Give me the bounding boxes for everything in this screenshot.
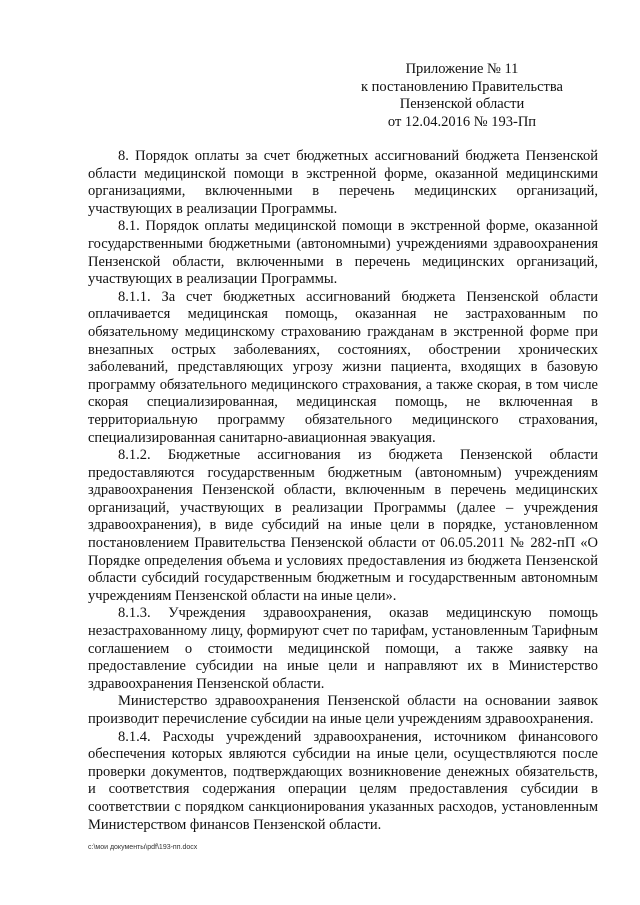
appendix-resolution-ref: к постановлению Правительства — [361, 78, 563, 95]
document-body — [88, 148, 598, 834]
appendix-date-number: от 12.04.2016 № 193-Пп — [387, 113, 537, 130]
paragraph-8-1-2: 8.1.2. Бюджетные ассигнования из бюджета Пензенской области предоставляются государственным бюджетным (автономным) учреждениям здравоохранения Пензенской области, включенным в перечень медицинских организаций, участвующих в реализации Программы (далее – учреждения здравоохранения), в виде субсидий на иные цели в порядке, установленном постановлением Правительства Пензенской области от 06.05.2011 № 282-пП «О Порядке определения объема и условиях предоставления из бюджета Пензенской области субсидий государственным бюджетным и государственным автономным учреждениям Пензенской области на иные цели». — [88, 447, 598, 604]
paragraph-8-1-3: 8.1.3. Учреждения здравоохранения, оказав медицинскую помощь незастрахованному лицу, формируют счет по тарифам, установленным Тарифным соглашением о стоимости медицинской помощи, а также заявку на предоставление субсидии на иные цели и направляют их в Министерство здравоохранения Пензенской области. — [88, 605, 598, 692]
paragraph-8-1: 8.1. Порядок оплаты медицинской помощи в экстренной форме, оказанной государственными бюджетными (автономными) учреждениями здравоохранения Пензенской области, включенными в перечень медицинских организаций, участвующих в реализации Программы. — [88, 218, 598, 288]
paragraph-8-1-1: 8.1.1. За счет бюджетных ассигнований бюджета Пензенской области оплачивается медицинская помощь, оказанная не застрахованным по обязательному медицинскому страхованию гражданам в экстренной форме при внезапных острых заболеваниях, состояниях, обострении хронических заболеваний, представляющих угрозу жизни пациента, входящих в базовую программу обязательного медицинского страхования, а также скорая, в том числе скорая специализированная, медицинская помощь, не включенная в территориальную программу обязательного медицинского страхования, специализированная санитарно-авиационная эвакуация. — [88, 288, 598, 446]
appendix-number: Приложение № 11 — [405, 61, 519, 77]
paragraph-8: 8. Порядок оплаты за счет бюджетных ассигнований бюджета Пензенской области медицинской помощи в экстренной форме, оказанной медицинскими организациями, включенными в перечень медицинских организаций, участвующих в реализации Программы. — [88, 148, 598, 217]
appendix-header — [332, 61, 592, 131]
appendix-region: Пензенской области — [399, 96, 525, 112]
paragraph-ministry-transfer: Министерство здравоохранения Пензенской области на основании заявок производит перечисление субсидии на иные цели учреждениям здравоохранения. — [88, 693, 598, 727]
paragraph-8-1-4: 8.1.4. Расходы учреждений здравоохранения, источником финансового обеспечения которых являются субсидии на иные цели, осуществляются после проверки документов, подтверждающих возникновение денежных обязательств, и соответствия содержания операции целям предоставления субсидии в соответствии с порядком санкционирования указанных расходов, установленным Министерством финансов Пензенской области. — [88, 728, 598, 833]
file-path-footer: c:\мои документы\pdf\193-пп.docx — [88, 844, 198, 851]
